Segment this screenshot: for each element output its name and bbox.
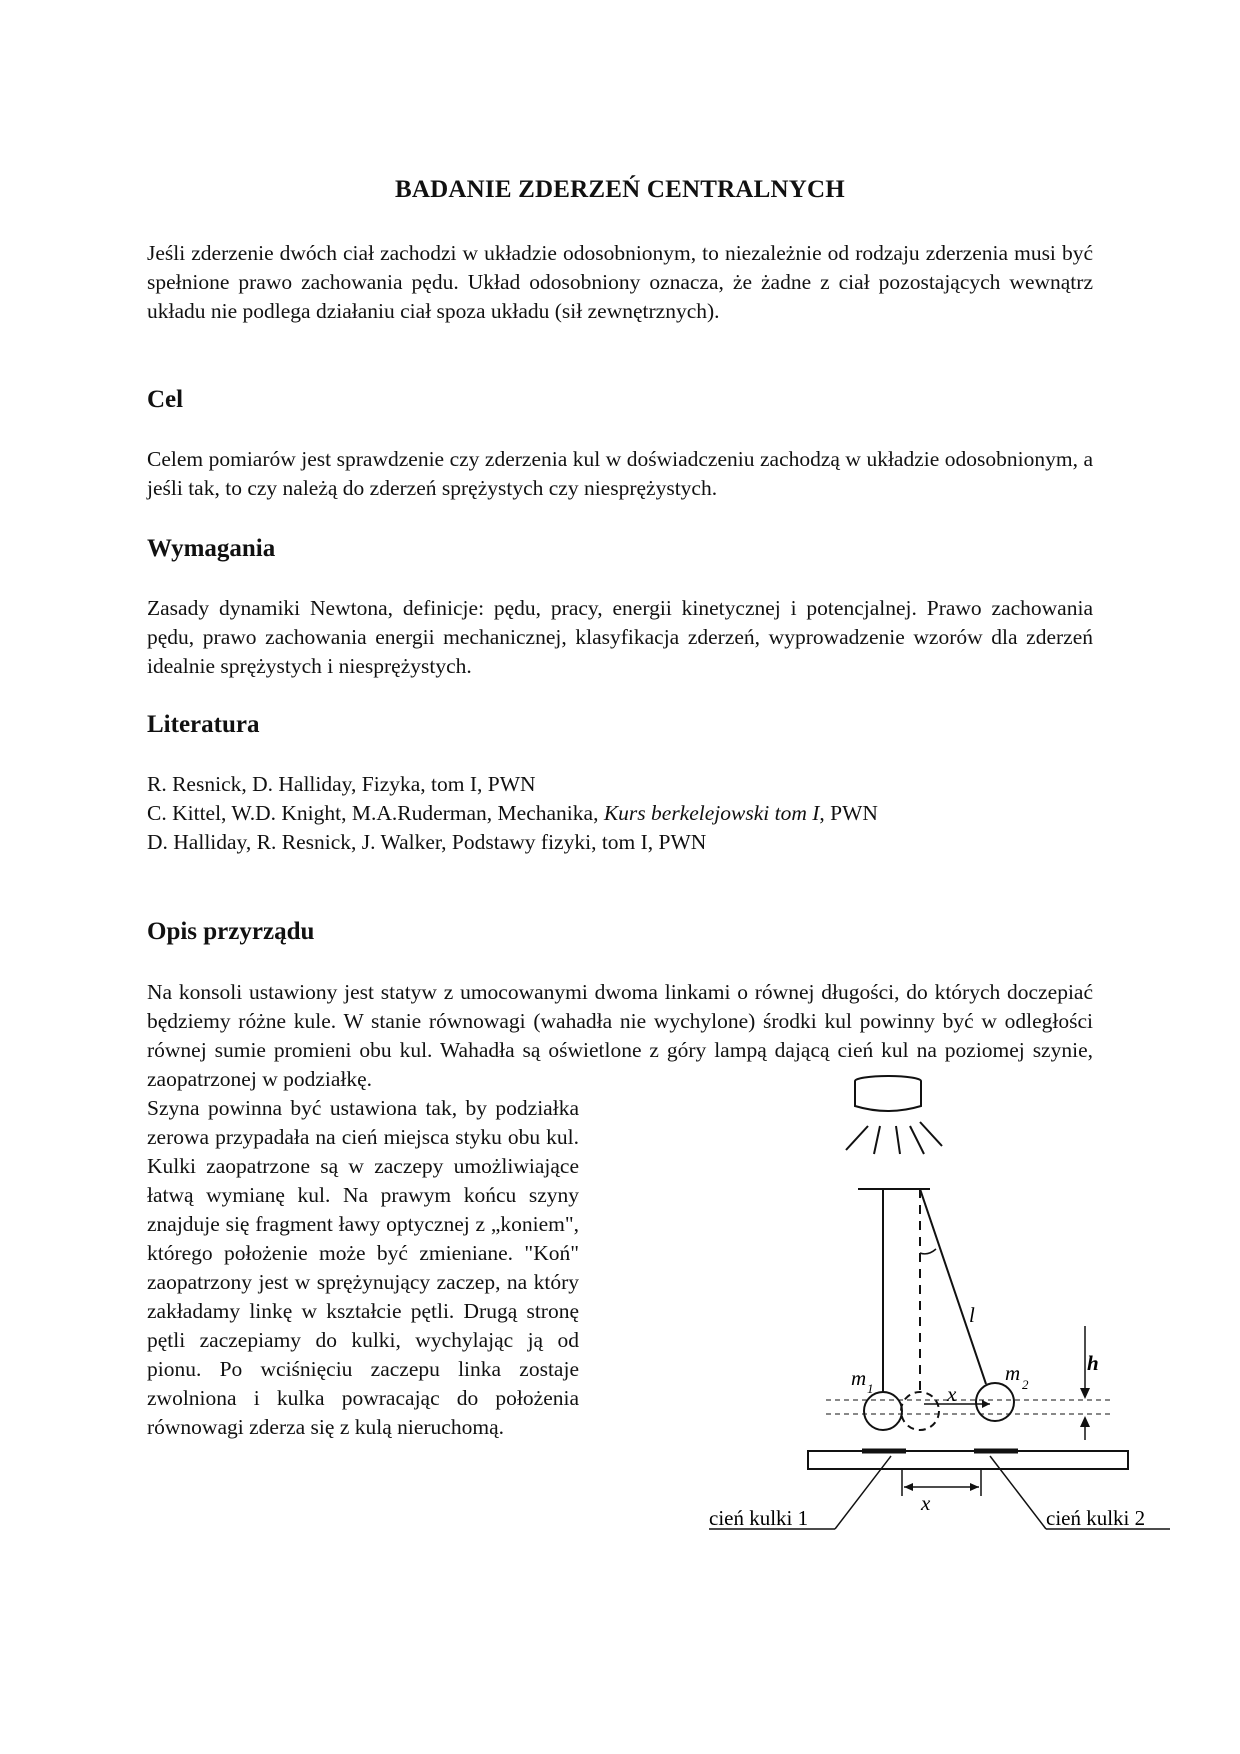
- label-x: x: [947, 1382, 957, 1406]
- literatura-item: C. Kittel, W.D. Knight, M.A.Ruderman, Mechanika, Kurs berkelejowski tom I, PWN: [147, 801, 878, 825]
- heading-literatura: Literatura: [147, 711, 260, 738]
- document-title: BADANIE ZDERZEŃ CENTRALNYCH: [395, 176, 845, 203]
- wymagania-text: Zasady dynamiki Newtona, definicje: pędu, pracy, energii kinetycznej i potencjalnej. Prawo zachowania pędu, prawo zachowania energii mechanicznej, klasyfikacja zderzeń, wyprowadzenie wzorów dla zderzeń idealnie sprężystych i niesprężystych.: [147, 596, 1093, 678]
- angle-arc: [920, 1249, 936, 1254]
- literatura-item: R. Resnick, D. Halliday, Fizyka, tom I, PWN: [147, 772, 536, 796]
- label-x-bottom: x: [921, 1491, 931, 1515]
- cel-text: Celem pomiarów jest sprawdzenie czy zderzenia kul w doświadczeniu zachodzą w układzie odosobnionym, a jeśli tak, to czy należą do zderzeń sprężystych czy niesprężystych.: [147, 447, 1093, 500]
- label-m1-sub: 1: [867, 1381, 874, 1396]
- ball-1: [864, 1392, 902, 1430]
- opis-text: Na konsoli ustawiony jest statyw z umocowanymi dwoma linkami o równej długości, do których doczepiać będziemy różne kule. W stanie równowagi (wahadła nie wychylone) środki kul powinny być w odległości równej sumie promieni obu kul. Wahadła są oświetlone z góry lampą dającą cień kul na poziomej szynie, zaopatrzonej w podziałkę.: [147, 980, 1093, 1091]
- literatura-item: D. Halliday, R. Resnick, J. Walker, Podstawy fizyki, tom I, PWN: [147, 830, 707, 854]
- h-arrow-up: [1080, 1416, 1090, 1427]
- pendulum-2-string: [920, 1189, 986, 1384]
- heading-wymagania: Wymagania: [147, 535, 276, 562]
- label-h: h: [1087, 1351, 1099, 1375]
- ball-2: [976, 1383, 1014, 1421]
- label-shadow-1: cień kulki 1: [709, 1506, 809, 1530]
- intro-text: Jeśli zderzenie dwóch ciał zachodzi w układzie odosobnionym, to niezależnie od rodzaju zderzenia musi być spełnione prawo zachowania pędu. Układ odosobniony oznacza, że żadne z ciał pozostających wewnątrz układu nie podlega działaniu ciał spoza układu (sił zewnętrznych).: [147, 241, 1093, 323]
- rail: [808, 1451, 1128, 1469]
- label-m2-sub: 2: [1022, 1377, 1029, 1392]
- ball-2-rest: [901, 1392, 939, 1430]
- label-l: l: [969, 1303, 975, 1327]
- heading-opis: Opis przyrządu: [147, 918, 315, 945]
- h-arrow-down: [1080, 1388, 1090, 1399]
- label-shadow-2: cień kulki 2: [1046, 1506, 1146, 1530]
- heading-cel: Cel: [147, 386, 184, 413]
- lamp-icon: [846, 1076, 942, 1154]
- label-m2: m: [1005, 1361, 1021, 1385]
- label-m1: m: [851, 1366, 867, 1390]
- opis-narrow-text: Szyna powinna być ustawiona tak, by podziałka zerowa przypadała na cień miejsca styku obu kul. Kulki zaopatrzone są w zaczepy umożliwiające łatwą wymianę kul. Na prawym końcu szyny znajduje się fragment ławy optycznej z „koniem", którego położenie może być zmieniane. "Koń" zaopatrzony jest w sprężynujący zaczep, na który zakładamy linkę w kształcie pętli. Drugą stronę pętli zaczepiamy do kulki, wychylając ją od pionu. Po wciśnięciu zaczepu linka zostaje zwolniona i kulka powracając do położenia równowagi zderza się z kulą nieruchomą.: [147, 1096, 579, 1439]
